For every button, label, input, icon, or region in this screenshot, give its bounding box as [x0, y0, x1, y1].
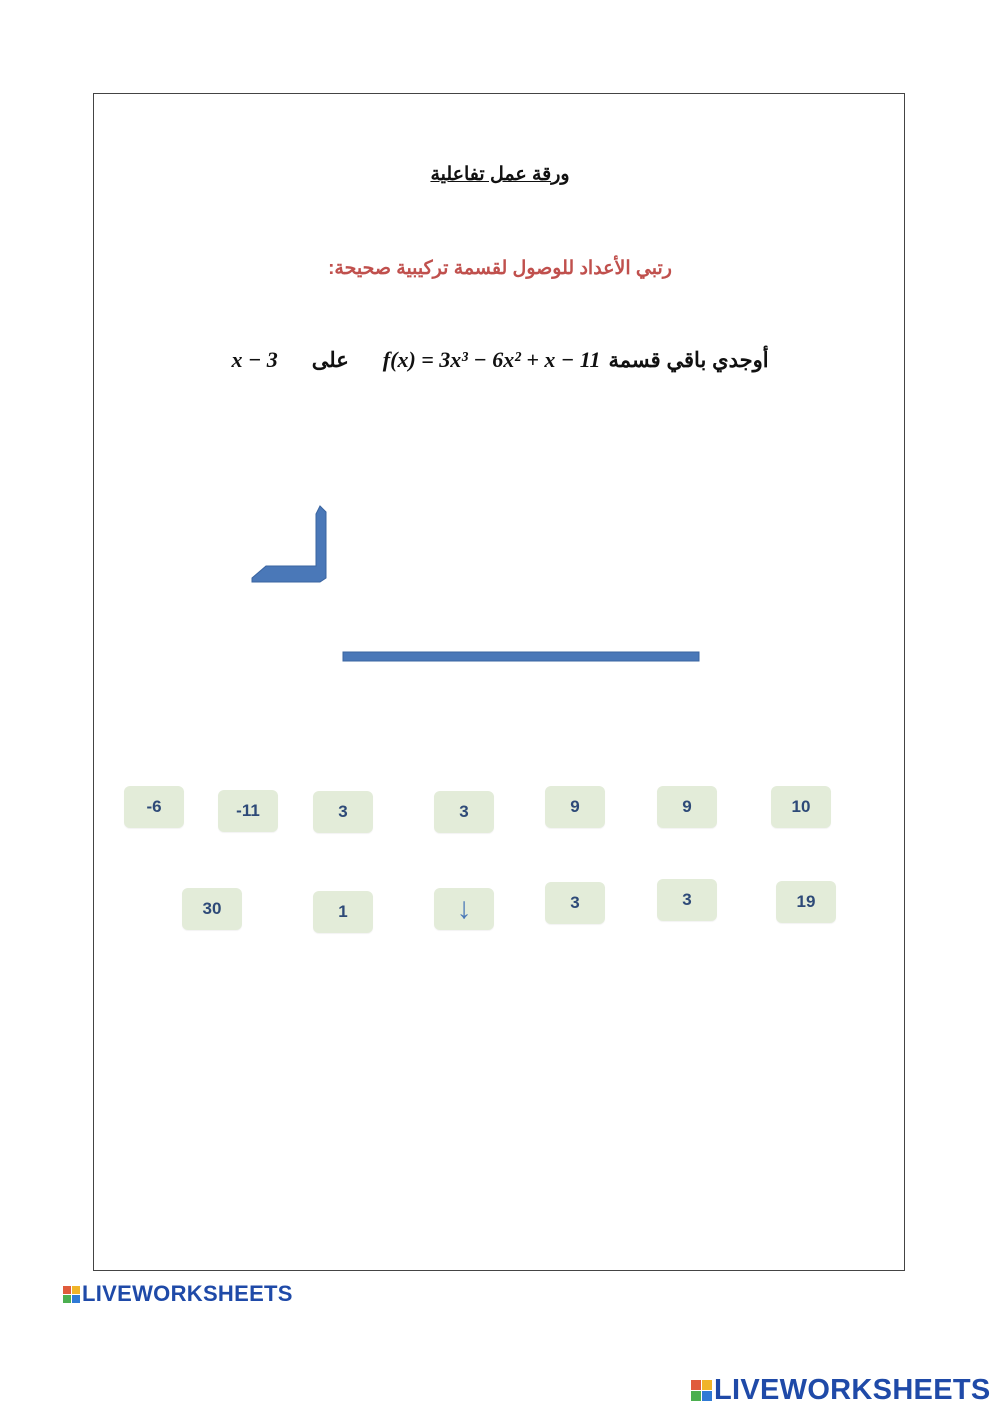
number-tile[interactable]: 3: [657, 879, 717, 921]
question-on-word: على: [311, 349, 349, 372]
number-tile[interactable]: -6: [124, 786, 184, 828]
worksheet-title: ورقة عمل تفاعلية: [430, 164, 570, 185]
footer-logo-inner: LIVEWORKSHEETS: [63, 1281, 293, 1307]
footer-logo: LIVEWORKSHEETS: [691, 1374, 991, 1407]
number-tile[interactable]: 9: [657, 786, 717, 828]
arrow-down-tile[interactable]: ↓: [434, 888, 494, 930]
number-tile[interactable]: 1: [313, 891, 373, 933]
logo-icon: [63, 1286, 80, 1303]
logo-icon: [691, 1380, 712, 1401]
number-tile[interactable]: 3: [434, 791, 494, 833]
number-tile[interactable]: 3: [545, 882, 605, 924]
number-tile[interactable]: 19: [776, 881, 836, 923]
number-tile[interactable]: -11: [218, 790, 278, 832]
division-line-shape: [343, 652, 699, 661]
number-tile[interactable]: 9: [545, 786, 605, 828]
corner-bracket-shape: [252, 506, 326, 582]
question-prefix: أوجدي باقي قسمة: [608, 349, 769, 372]
function-expression: f(x) = 3x³ − 6x² + x − 11: [382, 347, 601, 372]
number-tile[interactable]: 3: [313, 791, 373, 833]
instruction-text: رتبي الأعداد للوصول لقسمة تركيبية صحيحة:: [328, 258, 672, 279]
divisor-expression: x − 3: [231, 347, 278, 372]
number-tile[interactable]: 30: [182, 888, 242, 930]
number-tile[interactable]: 10: [771, 786, 831, 828]
